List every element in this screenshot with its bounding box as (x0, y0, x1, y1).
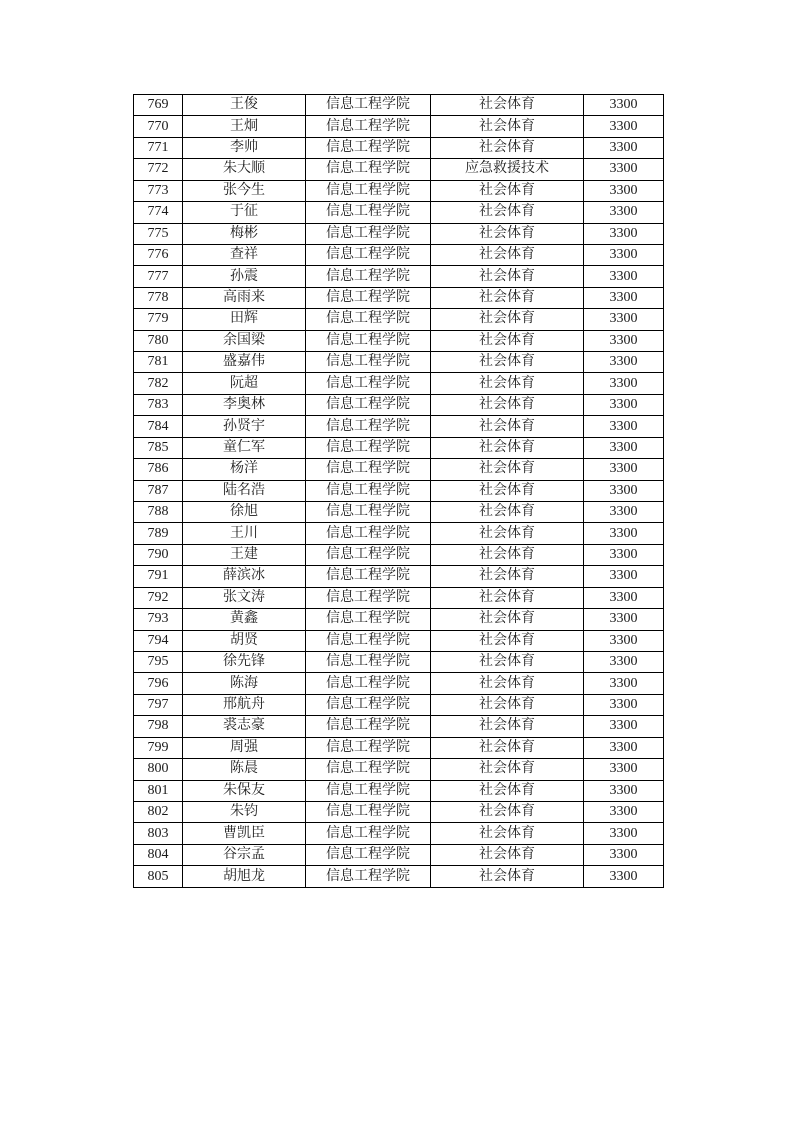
cell-name: 胡旭龙 (183, 866, 306, 888)
table-row (134, 737, 664, 758)
cell-major: 社会体育 (431, 373, 584, 394)
cell-name: 陈晨 (183, 759, 306, 780)
cell-major: 应急救援技术 (431, 159, 584, 180)
cell-major: 社会体育 (431, 651, 584, 672)
cell-college: 信息工程学院 (306, 309, 431, 330)
cell-number: 790 (134, 544, 183, 565)
cell-name: 曹凯臣 (183, 823, 306, 844)
cell-college: 信息工程学院 (306, 673, 431, 694)
cell-name: 朱大顺 (183, 159, 306, 180)
cell-major: 社会体育 (431, 866, 584, 888)
cell-major: 社会体育 (431, 673, 584, 694)
cell-major: 社会体育 (431, 544, 584, 565)
cell-name: 朱钧 (183, 801, 306, 822)
cell-fee: 3300 (584, 780, 664, 801)
cell-name: 张今生 (183, 180, 306, 201)
cell-major: 社会体育 (431, 330, 584, 351)
table-row (134, 587, 664, 608)
table-row (134, 651, 664, 672)
table-row (134, 609, 664, 630)
table-row (134, 866, 664, 888)
cell-major: 社会体育 (431, 759, 584, 780)
cell-number: 791 (134, 566, 183, 587)
cell-college: 信息工程学院 (306, 694, 431, 715)
cell-name: 陆名浩 (183, 480, 306, 501)
cell-number: 797 (134, 694, 183, 715)
cell-fee: 3300 (584, 266, 664, 287)
cell-college: 信息工程学院 (306, 609, 431, 630)
cell-name: 童仁军 (183, 437, 306, 458)
cell-major: 社会体育 (431, 223, 584, 244)
cell-college: 信息工程学院 (306, 116, 431, 137)
cell-college: 信息工程学院 (306, 244, 431, 265)
table-row (134, 352, 664, 373)
cell-name: 李帅 (183, 137, 306, 158)
cell-name: 黄鑫 (183, 609, 306, 630)
cell-fee: 3300 (584, 244, 664, 265)
cell-college: 信息工程学院 (306, 95, 431, 116)
cell-fee: 3300 (584, 352, 664, 373)
cell-name: 徐先锋 (183, 651, 306, 672)
cell-college: 信息工程学院 (306, 801, 431, 822)
cell-name: 张文涛 (183, 587, 306, 608)
cell-name: 徐旭 (183, 502, 306, 523)
table-row (134, 523, 664, 544)
cell-name: 梅彬 (183, 223, 306, 244)
cell-college: 信息工程学院 (306, 566, 431, 587)
cell-number: 801 (134, 780, 183, 801)
cell-name: 陈海 (183, 673, 306, 694)
cell-number: 805 (134, 866, 183, 888)
cell-major: 社会体育 (431, 459, 584, 480)
cell-college: 信息工程学院 (306, 866, 431, 888)
cell-college: 信息工程学院 (306, 651, 431, 672)
cell-number: 794 (134, 630, 183, 651)
cell-fee: 3300 (584, 95, 664, 116)
cell-fee: 3300 (584, 844, 664, 865)
table-row (134, 373, 664, 394)
cell-number: 783 (134, 394, 183, 415)
cell-major: 社会体育 (431, 566, 584, 587)
cell-name: 王建 (183, 544, 306, 565)
cell-fee: 3300 (584, 437, 664, 458)
cell-fee: 3300 (584, 609, 664, 630)
cell-number: 772 (134, 159, 183, 180)
cell-college: 信息工程学院 (306, 587, 431, 608)
cell-number: 787 (134, 480, 183, 501)
cell-college: 信息工程学院 (306, 502, 431, 523)
cell-number: 785 (134, 437, 183, 458)
cell-number: 788 (134, 502, 183, 523)
cell-college: 信息工程学院 (306, 780, 431, 801)
cell-college: 信息工程学院 (306, 716, 431, 737)
cell-number: 789 (134, 523, 183, 544)
cell-major: 社会体育 (431, 266, 584, 287)
cell-college: 信息工程学院 (306, 352, 431, 373)
cell-major: 社会体育 (431, 502, 584, 523)
cell-number: 781 (134, 352, 183, 373)
cell-number: 777 (134, 266, 183, 287)
cell-number: 803 (134, 823, 183, 844)
cell-college: 信息工程学院 (306, 523, 431, 544)
cell-fee: 3300 (584, 823, 664, 844)
cell-major: 社会体育 (431, 394, 584, 415)
cell-major: 社会体育 (431, 202, 584, 223)
table-row (134, 716, 664, 737)
cell-fee: 3300 (584, 309, 664, 330)
cell-college: 信息工程学院 (306, 416, 431, 437)
cell-fee: 3300 (584, 694, 664, 715)
cell-major: 社会体育 (431, 287, 584, 308)
cell-major: 社会体育 (431, 609, 584, 630)
cell-fee: 3300 (584, 416, 664, 437)
cell-fee: 3300 (584, 737, 664, 758)
table-row (134, 95, 664, 116)
cell-number: 776 (134, 244, 183, 265)
cell-fee: 3300 (584, 630, 664, 651)
cell-name: 高雨来 (183, 287, 306, 308)
cell-fee: 3300 (584, 330, 664, 351)
table-row (134, 673, 664, 694)
cell-college: 信息工程学院 (306, 137, 431, 158)
cell-fee: 3300 (584, 394, 664, 415)
cell-fee: 3300 (584, 673, 664, 694)
cell-fee: 3300 (584, 866, 664, 888)
table-row (134, 394, 664, 415)
table-row (134, 480, 664, 501)
cell-college: 信息工程学院 (306, 223, 431, 244)
cell-college: 信息工程学院 (306, 544, 431, 565)
cell-major: 社会体育 (431, 801, 584, 822)
cell-number: 796 (134, 673, 183, 694)
cell-major: 社会体育 (431, 137, 584, 158)
table-row (134, 780, 664, 801)
cell-major: 社会体育 (431, 480, 584, 501)
student-fee-table-body (134, 95, 664, 888)
cell-number: 779 (134, 309, 183, 330)
cell-name: 胡贤 (183, 630, 306, 651)
table-row (134, 309, 664, 330)
cell-name: 田辉 (183, 309, 306, 330)
cell-number: 792 (134, 587, 183, 608)
cell-major: 社会体育 (431, 844, 584, 865)
table-row (134, 330, 664, 351)
cell-fee: 3300 (584, 544, 664, 565)
table-row (134, 566, 664, 587)
cell-fee: 3300 (584, 759, 664, 780)
cell-college: 信息工程学院 (306, 266, 431, 287)
cell-major: 社会体育 (431, 737, 584, 758)
cell-fee: 3300 (584, 587, 664, 608)
cell-major: 社会体育 (431, 523, 584, 544)
cell-major: 社会体育 (431, 823, 584, 844)
cell-number: 778 (134, 287, 183, 308)
cell-number: 775 (134, 223, 183, 244)
cell-major: 社会体育 (431, 437, 584, 458)
table-row (134, 116, 664, 137)
cell-name: 周强 (183, 737, 306, 758)
cell-number: 793 (134, 609, 183, 630)
cell-major: 社会体育 (431, 95, 584, 116)
cell-name: 李奥林 (183, 394, 306, 415)
cell-fee: 3300 (584, 502, 664, 523)
cell-college: 信息工程学院 (306, 737, 431, 758)
cell-major: 社会体育 (431, 180, 584, 201)
cell-name: 阮超 (183, 373, 306, 394)
cell-college: 信息工程学院 (306, 202, 431, 223)
cell-college: 信息工程学院 (306, 159, 431, 180)
table-row (134, 287, 664, 308)
cell-major: 社会体育 (431, 694, 584, 715)
cell-college: 信息工程学院 (306, 459, 431, 480)
table-row (134, 244, 664, 265)
cell-major: 社会体育 (431, 116, 584, 137)
cell-number: 774 (134, 202, 183, 223)
table-row (134, 416, 664, 437)
cell-major: 社会体育 (431, 244, 584, 265)
cell-name: 孙贤宇 (183, 416, 306, 437)
cell-major: 社会体育 (431, 587, 584, 608)
cell-name: 邢航舟 (183, 694, 306, 715)
cell-college: 信息工程学院 (306, 480, 431, 501)
cell-name: 余国梁 (183, 330, 306, 351)
cell-name: 谷宗孟 (183, 844, 306, 865)
cell-college: 信息工程学院 (306, 823, 431, 844)
cell-number: 773 (134, 180, 183, 201)
table-row (134, 630, 664, 651)
cell-college: 信息工程学院 (306, 844, 431, 865)
table-row (134, 544, 664, 565)
table-row (134, 823, 664, 844)
cell-number: 784 (134, 416, 183, 437)
cell-number: 771 (134, 137, 183, 158)
cell-name: 孙震 (183, 266, 306, 287)
table-row (134, 694, 664, 715)
cell-name: 王川 (183, 523, 306, 544)
student-fee-table (133, 94, 664, 888)
cell-fee: 3300 (584, 116, 664, 137)
table-row (134, 801, 664, 822)
cell-name: 王俊 (183, 95, 306, 116)
cell-fee: 3300 (584, 180, 664, 201)
cell-fee: 3300 (584, 287, 664, 308)
cell-number: 782 (134, 373, 183, 394)
cell-name: 于征 (183, 202, 306, 223)
table-row (134, 223, 664, 244)
cell-major: 社会体育 (431, 416, 584, 437)
cell-fee: 3300 (584, 651, 664, 672)
table-row (134, 437, 664, 458)
cell-fee: 3300 (584, 223, 664, 244)
cell-name: 杨洋 (183, 459, 306, 480)
cell-fee: 3300 (584, 801, 664, 822)
cell-major: 社会体育 (431, 309, 584, 330)
cell-fee: 3300 (584, 566, 664, 587)
cell-college: 信息工程学院 (306, 373, 431, 394)
cell-college: 信息工程学院 (306, 759, 431, 780)
cell-fee: 3300 (584, 459, 664, 480)
cell-fee: 3300 (584, 373, 664, 394)
table-row (134, 159, 664, 180)
cell-college: 信息工程学院 (306, 287, 431, 308)
cell-college: 信息工程学院 (306, 180, 431, 201)
cell-major: 社会体育 (431, 780, 584, 801)
cell-major: 社会体育 (431, 716, 584, 737)
cell-fee: 3300 (584, 202, 664, 223)
cell-number: 804 (134, 844, 183, 865)
cell-fee: 3300 (584, 480, 664, 501)
cell-name: 盛嘉伟 (183, 352, 306, 373)
cell-fee: 3300 (584, 523, 664, 544)
cell-fee: 3300 (584, 159, 664, 180)
cell-number: 800 (134, 759, 183, 780)
table-row (134, 502, 664, 523)
cell-college: 信息工程学院 (306, 437, 431, 458)
cell-number: 795 (134, 651, 183, 672)
cell-number: 799 (134, 737, 183, 758)
cell-number: 802 (134, 801, 183, 822)
cell-name: 王炯 (183, 116, 306, 137)
cell-number: 770 (134, 116, 183, 137)
table-row (134, 844, 664, 865)
table-row (134, 266, 664, 287)
cell-fee: 3300 (584, 716, 664, 737)
cell-college: 信息工程学院 (306, 630, 431, 651)
cell-number: 798 (134, 716, 183, 737)
cell-major: 社会体育 (431, 352, 584, 373)
cell-fee: 3300 (584, 137, 664, 158)
table-row (134, 459, 664, 480)
table-row (134, 202, 664, 223)
table-row (134, 759, 664, 780)
cell-number: 780 (134, 330, 183, 351)
table-row (134, 180, 664, 201)
cell-number: 786 (134, 459, 183, 480)
cell-name: 薛滨冰 (183, 566, 306, 587)
table-row (134, 137, 664, 158)
cell-name: 朱保友 (183, 780, 306, 801)
cell-number: 769 (134, 95, 183, 116)
cell-name: 查祥 (183, 244, 306, 265)
cell-name: 裘志豪 (183, 716, 306, 737)
cell-college: 信息工程学院 (306, 394, 431, 415)
cell-major: 社会体育 (431, 630, 584, 651)
cell-college: 信息工程学院 (306, 330, 431, 351)
